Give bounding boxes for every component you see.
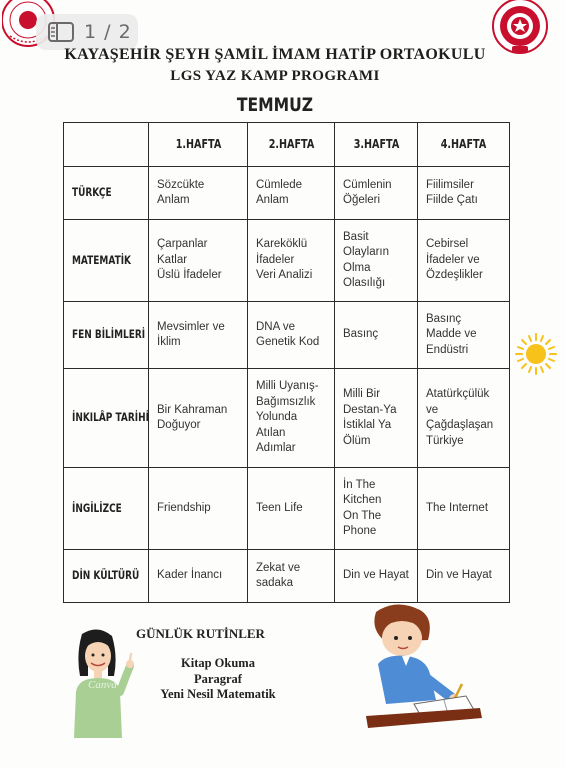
subject-cell: DİN KÜLTÜRÜ xyxy=(64,550,149,603)
topic-cell: İn The Kitchen On The Phone xyxy=(335,468,418,550)
girl-illustration xyxy=(60,626,140,738)
table-row xyxy=(64,167,510,220)
table-row xyxy=(64,220,510,302)
corner-cell xyxy=(64,123,149,167)
routines-list xyxy=(140,656,296,703)
topic-cell: Din ve Hayat xyxy=(418,550,510,603)
topic-cell: Bir Kahraman Doğuyor xyxy=(149,369,248,468)
topic-cell: Zekat ve sadaka xyxy=(248,550,335,603)
topic-cell: Basınç Madde ve Endüstri xyxy=(418,302,510,369)
table-row xyxy=(64,468,510,550)
week-header: 3.HAFTA xyxy=(335,123,418,167)
topic-cell: Din ve Hayat xyxy=(335,550,418,603)
subject-cell: MATEMATİK xyxy=(64,220,149,302)
topic-cell: Teen Life xyxy=(248,468,335,550)
topic-cell: Friendship xyxy=(149,468,248,550)
table-row xyxy=(64,302,510,369)
table-row xyxy=(64,550,510,603)
topic-cell: The Internet xyxy=(418,468,510,550)
subject-cell: İNGİLİZCE xyxy=(64,468,149,550)
topic-cell: DNA ve Genetik Kod xyxy=(248,302,335,369)
table-row xyxy=(64,369,510,468)
week-header: 1.HAFTA xyxy=(149,123,248,167)
program-title: LGS YAZ KAMP PROGRAMI xyxy=(170,68,380,84)
topic-cell: Çarpanlar Katlar Üslü İfadeler xyxy=(149,220,248,302)
routine-item: Yeni Nesil Matematik xyxy=(160,687,276,701)
topic-cell: Atatürkçülük ve Çağdaşlaşan Türkiye xyxy=(418,369,510,468)
topic-cell: Milli Uyanış- Bağımsızlık Yolunda Atılan Adımlar xyxy=(248,369,335,468)
topic-cell: Mevsimler ve İklim xyxy=(149,302,248,369)
school-name: KAYAŞEHİR ŞEYH ŞAMİL İMAM HATİP ORTAOKULU xyxy=(64,46,486,63)
sun-icon xyxy=(514,332,558,376)
table-header-row xyxy=(64,123,510,167)
canva-watermark: Canva xyxy=(88,679,117,691)
topic-cell: Cebirsel İfadeler ve Özdeşlikler xyxy=(418,220,510,302)
topic-cell: Basit Olayların Olma Olasılığı xyxy=(335,220,418,302)
boy-studying-illustration xyxy=(356,604,486,736)
routine-item: Kitap Okuma xyxy=(181,656,255,670)
page-indicator-text: 1 / 2 xyxy=(84,21,132,43)
topic-cell: Milli Bir Destan-Ya İstiklal Ya Ölüm xyxy=(335,369,418,468)
topic-cell: Kareköklü İfadeler Veri Analizi xyxy=(248,220,335,302)
topic-cell: Cümlede Anlam xyxy=(248,167,335,220)
month-title: TEMMUZ xyxy=(236,94,314,116)
subject-cell: İNKILÂP TARİHİ xyxy=(64,369,149,468)
week-header: 4.HAFTA xyxy=(418,123,510,167)
routines-title: GÜNLÜK RUTİNLER xyxy=(136,626,265,641)
topic-cell: Cümlenin Öğeleri xyxy=(335,167,418,220)
topic-cell: Sözcükte Anlam xyxy=(149,167,248,220)
subject-cell: TÜRKÇE xyxy=(64,167,149,220)
topic-cell: Kader İnancı xyxy=(149,550,248,603)
topic-cell: Basınç xyxy=(335,302,418,369)
page-indicator[interactable] xyxy=(36,14,138,50)
schedule-table xyxy=(63,122,510,603)
routine-item: Paragraf xyxy=(194,671,242,686)
week-header: 2.HAFTA xyxy=(248,123,335,167)
topic-cell: Fiilimsiler Fiilde Çatı xyxy=(418,167,510,220)
subject-cell: FEN BİLİMLERİ xyxy=(64,302,149,369)
pages-icon xyxy=(48,22,74,42)
